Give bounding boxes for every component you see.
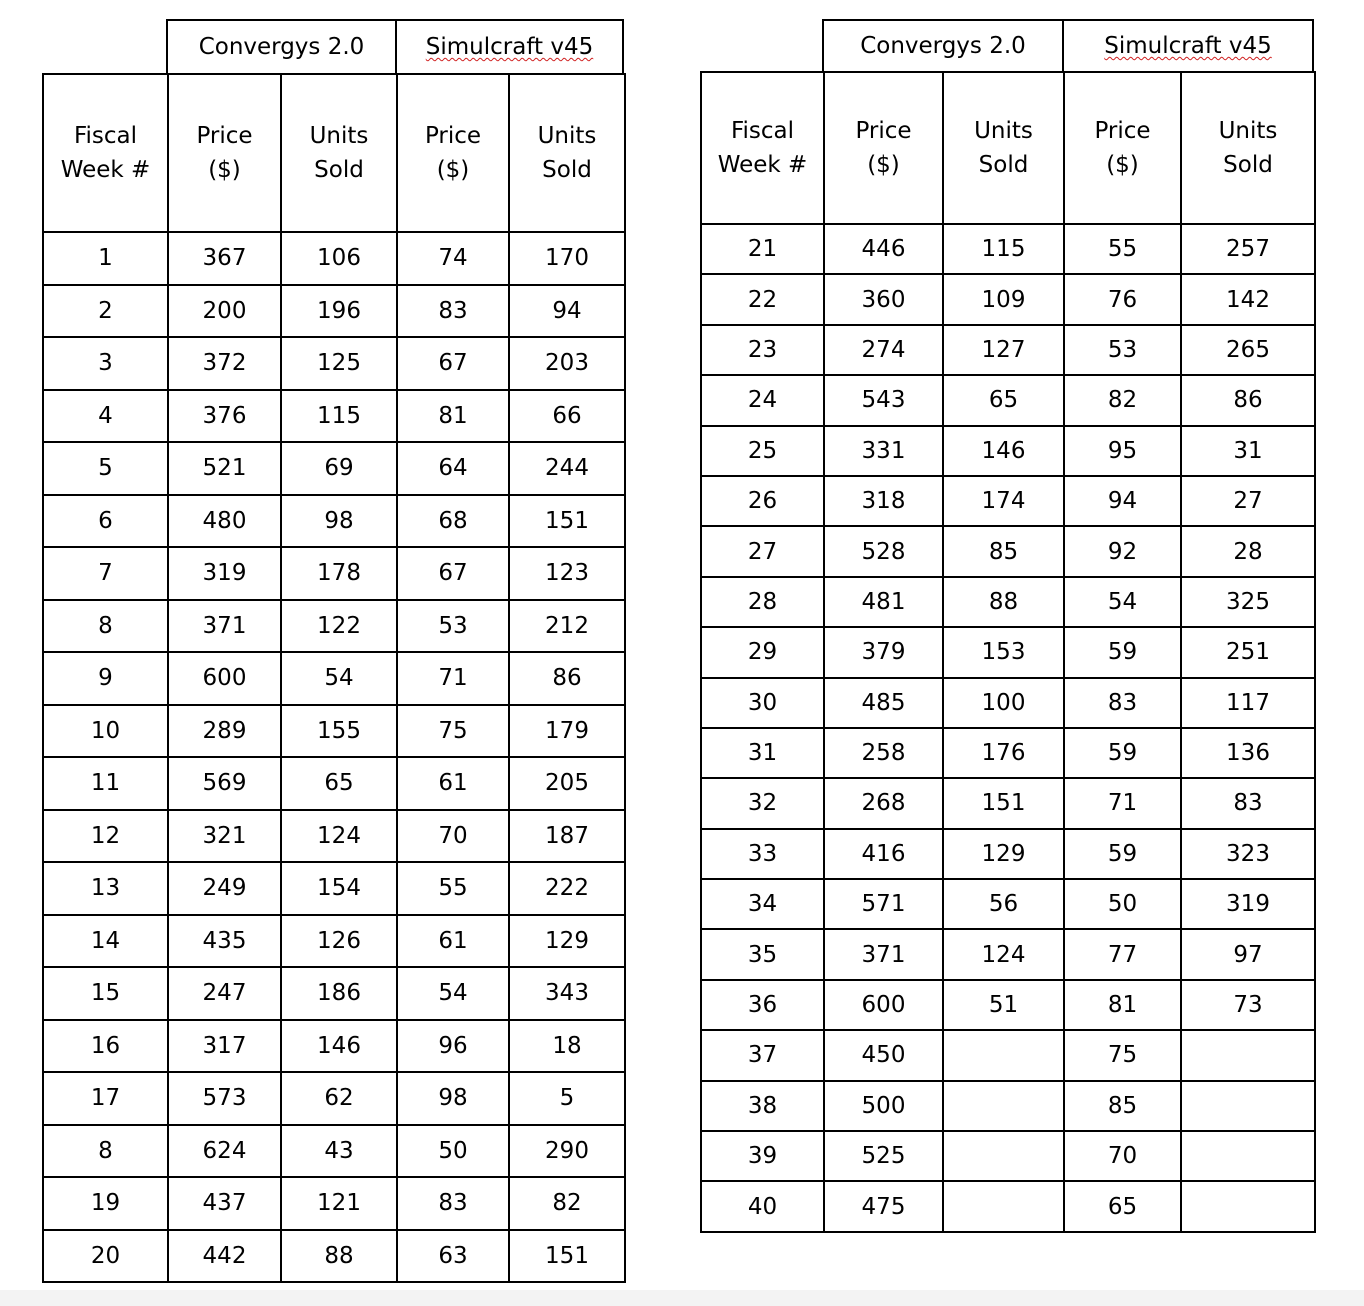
left-cell-simulcraft-price: 55 [397,862,509,915]
left-cell-convergys-units: 155 [281,705,397,758]
left-cell-simulcraft-price: 75 [397,705,509,758]
table-row [43,337,625,390]
right-cell-simulcraft-units [1181,1131,1315,1181]
left-header-simulcraft-price: Price ($) [397,74,509,232]
left-cell-simulcraft-price: 81 [397,390,509,443]
table-row [43,495,625,548]
table-row [701,577,1315,627]
left-cell-fiscal-week: 8 [43,1125,168,1178]
left-cell-convergys-units: 115 [281,390,397,443]
right-cell-convergys-price: 258 [824,728,943,778]
left-cell-fiscal-week: 1 [43,232,168,285]
left-cell-fiscal-week: 5 [43,442,168,495]
right-cell-fiscal-week: 36 [701,980,824,1030]
left-cell-simulcraft-price: 67 [397,337,509,390]
right-cell-fiscal-week: 32 [701,778,824,828]
left-cell-convergys-price: 624 [168,1125,281,1178]
right-cell-convergys-units: 174 [943,476,1064,526]
table-row [43,1125,625,1178]
left-cell-simulcraft-units: 179 [509,705,625,758]
right-cell-convergys-units: 115 [943,224,1064,274]
left-cell-fiscal-week: 16 [43,1020,168,1073]
right-cell-convergys-price: 450 [824,1030,943,1080]
right-cell-simulcraft-units: 28 [1181,526,1315,576]
table-row [43,915,625,968]
table-row [43,967,625,1020]
left-cell-simulcraft-price: 64 [397,442,509,495]
right-cell-simulcraft-price: 53 [1064,325,1181,375]
left-cell-simulcraft-units: 290 [509,1125,625,1178]
left-group-header-convergys: Convergys 2.0 [166,19,397,75]
left-cell-convergys-units: 178 [281,547,397,600]
left-cell-convergys-price: 600 [168,652,281,705]
left-cell-convergys-units: 125 [281,337,397,390]
right-cell-fiscal-week: 26 [701,476,824,526]
table-row [701,325,1315,375]
table-row [701,1081,1315,1131]
table-row [43,1177,625,1230]
right-cell-convergys-price: 274 [824,325,943,375]
table-row [43,600,625,653]
right-cell-fiscal-week: 38 [701,1081,824,1131]
right-header-fiscal-week: Fiscal Week # [701,72,824,224]
left-header-fiscal-week: Fiscal Week # [43,74,168,232]
left-cell-fiscal-week: 8 [43,600,168,653]
left-cell-convergys-price: 247 [168,967,281,1020]
right-cell-simulcraft-price: 59 [1064,829,1181,879]
left-cell-fiscal-week: 20 [43,1230,168,1283]
left-cell-simulcraft-units: 129 [509,915,625,968]
right-cell-simulcraft-price: 85 [1064,1081,1181,1131]
left-cell-simulcraft-units: 244 [509,442,625,495]
right-cell-convergys-price: 379 [824,627,943,677]
right-cell-convergys-units: 151 [943,778,1064,828]
page-bottom-strip [0,1290,1364,1306]
right-cell-convergys-units: 153 [943,627,1064,677]
right-cell-fiscal-week: 33 [701,829,824,879]
right-cell-convergys-units: 127 [943,325,1064,375]
left-cell-simulcraft-price: 54 [397,967,509,1020]
right-cell-fiscal-week: 40 [701,1181,824,1231]
left-cell-convergys-units: 65 [281,757,397,810]
right-cell-simulcraft-price: 92 [1064,526,1181,576]
left-cell-simulcraft-price: 96 [397,1020,509,1073]
right-cell-simulcraft-price: 65 [1064,1181,1181,1231]
right-cell-simulcraft-price: 77 [1064,929,1181,979]
left-cell-convergys-units: 69 [281,442,397,495]
right-cell-convergys-price: 525 [824,1131,943,1181]
right-cell-convergys-price: 600 [824,980,943,1030]
left-cell-fiscal-week: 3 [43,337,168,390]
left-cell-convergys-units: 121 [281,1177,397,1230]
left-cell-convergys-units: 124 [281,810,397,863]
right-cell-simulcraft-price: 59 [1064,627,1181,677]
left-cell-convergys-units: 43 [281,1125,397,1178]
right-cell-simulcraft-units: 325 [1181,577,1315,627]
table-row [701,1181,1315,1231]
left-cell-fiscal-week: 13 [43,862,168,915]
right-cell-convergys-units: 129 [943,829,1064,879]
right-cell-simulcraft-units: 31 [1181,426,1315,476]
table-row [701,980,1315,1030]
right-cell-fiscal-week: 23 [701,325,824,375]
right-cell-fiscal-week: 34 [701,879,824,929]
right-column-header-row [701,72,1315,224]
right-cell-simulcraft-price: 76 [1064,274,1181,324]
left-cell-simulcraft-units: 151 [509,1230,625,1283]
left-cell-fiscal-week: 14 [43,915,168,968]
right-cell-simulcraft-units: 265 [1181,325,1315,375]
right-cell-convergys-units: 109 [943,274,1064,324]
table-row [43,232,625,285]
right-cell-convergys-price: 360 [824,274,943,324]
right-cell-convergys-price: 500 [824,1081,943,1131]
left-cell-fiscal-week: 9 [43,652,168,705]
right-cell-convergys-units: 124 [943,929,1064,979]
table-row [701,829,1315,879]
right-cell-simulcraft-price: 75 [1064,1030,1181,1080]
right-header-simulcraft-price: Price ($) [1064,72,1181,224]
right-cell-simulcraft-units: 97 [1181,929,1315,979]
right-cell-convergys-units: 100 [943,678,1064,728]
right-cell-simulcraft-units: 323 [1181,829,1315,879]
right-cell-simulcraft-units: 86 [1181,375,1315,425]
table-row [43,705,625,758]
right-cell-convergys-units: 88 [943,577,1064,627]
right-cell-simulcraft-units: 142 [1181,274,1315,324]
left-cell-convergys-price: 521 [168,442,281,495]
left-cell-simulcraft-price: 61 [397,915,509,968]
right-cell-convergys-units: 176 [943,728,1064,778]
right-cell-simulcraft-price: 70 [1064,1131,1181,1181]
left-cell-simulcraft-price: 53 [397,600,509,653]
right-cell-fiscal-week: 29 [701,627,824,677]
left-cell-simulcraft-units: 86 [509,652,625,705]
table-row [701,678,1315,728]
left-cell-convergys-price: 437 [168,1177,281,1230]
right-cell-convergys-units [943,1181,1064,1231]
table-row [701,274,1315,324]
left-cell-convergys-price: 249 [168,862,281,915]
left-cell-simulcraft-units: 222 [509,862,625,915]
table-row [43,1020,625,1073]
left-cell-fiscal-week: 11 [43,757,168,810]
left-cell-convergys-price: 321 [168,810,281,863]
left-cell-simulcraft-units: 212 [509,600,625,653]
right-cell-fiscal-week: 39 [701,1131,824,1181]
left-cell-simulcraft-price: 61 [397,757,509,810]
left-cell-simulcraft-units: 187 [509,810,625,863]
left-cell-fiscal-week: 6 [43,495,168,548]
right-cell-convergys-price: 446 [824,224,943,274]
left-cell-fiscal-week: 4 [43,390,168,443]
left-cell-simulcraft-units: 170 [509,232,625,285]
left-cell-simulcraft-units: 203 [509,337,625,390]
table-row [701,1030,1315,1080]
left-cell-fiscal-week: 17 [43,1072,168,1125]
table-row [701,1131,1315,1181]
right-cell-simulcraft-units: 73 [1181,980,1315,1030]
left-cell-convergys-units: 54 [281,652,397,705]
right-cell-fiscal-week: 31 [701,728,824,778]
left-cell-convergys-units: 126 [281,915,397,968]
left-table-grid [42,73,626,1283]
right-cell-convergys-price: 318 [824,476,943,526]
left-cell-convergys-units: 106 [281,232,397,285]
left-cell-convergys-price: 442 [168,1230,281,1283]
right-header-convergys-units: Units Sold [943,72,1064,224]
left-cell-simulcraft-units: 66 [509,390,625,443]
left-cell-convergys-price: 573 [168,1072,281,1125]
left-cell-simulcraft-units: 94 [509,285,625,338]
right-cell-fiscal-week: 25 [701,426,824,476]
right-cell-convergys-units [943,1081,1064,1131]
left-header-convergys-price: Price ($) [168,74,281,232]
left-cell-convergys-price: 371 [168,600,281,653]
right-cell-fiscal-week: 28 [701,577,824,627]
right-header-simulcraft-units: Units Sold [1181,72,1315,224]
left-cell-simulcraft-price: 83 [397,285,509,338]
table-row [701,728,1315,778]
right-table-grid [700,71,1316,1233]
left-cell-convergys-price: 200 [168,285,281,338]
right-cell-fiscal-week: 21 [701,224,824,274]
table-row [701,627,1315,677]
table-row [43,285,625,338]
left-group-header-simulcraft: Simulcraft v45 [395,19,624,75]
table-row [43,547,625,600]
left-cell-fiscal-week: 2 [43,285,168,338]
right-cell-simulcraft-price: 83 [1064,678,1181,728]
table-row [701,778,1315,828]
left-cell-simulcraft-price: 70 [397,810,509,863]
left-table-body [43,232,625,1282]
left-cell-fiscal-week: 19 [43,1177,168,1230]
right-cell-fiscal-week: 27 [701,526,824,576]
right-cell-simulcraft-units [1181,1030,1315,1080]
left-cell-fiscal-week: 7 [43,547,168,600]
table-row [43,810,625,863]
left-cell-fiscal-week: 12 [43,810,168,863]
right-cell-simulcraft-units [1181,1081,1315,1131]
left-cell-simulcraft-units: 82 [509,1177,625,1230]
right-cell-convergys-price: 543 [824,375,943,425]
right-group-header-row [822,19,1312,73]
left-cell-convergys-price: 480 [168,495,281,548]
left-column-header-row [43,74,625,232]
right-table-body [701,224,1315,1232]
left-cell-simulcraft-price: 83 [397,1177,509,1230]
table-row [701,526,1315,576]
left-cell-convergys-units: 98 [281,495,397,548]
right-cell-simulcraft-units: 319 [1181,879,1315,929]
right-cell-convergys-price: 481 [824,577,943,627]
left-cell-simulcraft-units: 205 [509,757,625,810]
right-cell-convergys-price: 371 [824,929,943,979]
left-cell-simulcraft-units: 123 [509,547,625,600]
table-row [701,929,1315,979]
right-cell-simulcraft-units [1181,1181,1315,1231]
left-cell-convergys-units: 146 [281,1020,397,1073]
right-cell-convergys-units: 56 [943,879,1064,929]
left-header-simulcraft-units: Units Sold [509,74,625,232]
left-group-header-row [166,19,622,73]
left-cell-simulcraft-price: 63 [397,1230,509,1283]
right-cell-convergys-units [943,1131,1064,1181]
right-cell-simulcraft-price: 82 [1064,375,1181,425]
right-cell-convergys-price: 485 [824,678,943,728]
right-cell-fiscal-week: 24 [701,375,824,425]
table-row [43,862,625,915]
left-cell-convergys-price: 289 [168,705,281,758]
right-cell-simulcraft-price: 50 [1064,879,1181,929]
left-cell-simulcraft-units: 151 [509,495,625,548]
table-row [701,879,1315,929]
left-cell-simulcraft-price: 98 [397,1072,509,1125]
left-cell-convergys-price: 319 [168,547,281,600]
right-cell-simulcraft-price: 81 [1064,980,1181,1030]
right-cell-convergys-units: 146 [943,426,1064,476]
table-row [701,476,1315,526]
right-cell-fiscal-week: 37 [701,1030,824,1080]
left-cell-convergys-units: 154 [281,862,397,915]
right-cell-convergys-price: 571 [824,879,943,929]
left-cell-convergys-units: 196 [281,285,397,338]
left-cell-simulcraft-units: 5 [509,1072,625,1125]
right-cell-convergys-price: 331 [824,426,943,476]
right-cell-fiscal-week: 30 [701,678,824,728]
right-cell-convergys-units: 51 [943,980,1064,1030]
table-row [43,390,625,443]
left-cell-convergys-units: 186 [281,967,397,1020]
right-cell-convergys-price: 475 [824,1181,943,1231]
table-row [701,375,1315,425]
left-cell-convergys-units: 122 [281,600,397,653]
right-group-header-convergys: Convergys 2.0 [822,19,1064,73]
left-cell-simulcraft-price: 68 [397,495,509,548]
left-cell-simulcraft-price: 74 [397,232,509,285]
left-cell-fiscal-week: 15 [43,967,168,1020]
table-row [701,426,1315,476]
right-cell-convergys-units: 65 [943,375,1064,425]
table-row [43,757,625,810]
right-cell-fiscal-week: 35 [701,929,824,979]
left-cell-convergys-price: 569 [168,757,281,810]
table-row [43,652,625,705]
left-cell-convergys-price: 367 [168,232,281,285]
right-cell-simulcraft-units: 136 [1181,728,1315,778]
right-cell-convergys-price: 528 [824,526,943,576]
left-header-convergys-units: Units Sold [281,74,397,232]
left-cell-fiscal-week: 10 [43,705,168,758]
right-cell-simulcraft-price: 59 [1064,728,1181,778]
right-cell-simulcraft-price: 55 [1064,224,1181,274]
left-cell-convergys-units: 62 [281,1072,397,1125]
right-cell-simulcraft-units: 117 [1181,678,1315,728]
left-cell-simulcraft-price: 67 [397,547,509,600]
left-cell-convergys-price: 376 [168,390,281,443]
table-row [43,442,625,495]
left-cell-simulcraft-price: 71 [397,652,509,705]
right-cell-simulcraft-price: 94 [1064,476,1181,526]
right-cell-simulcraft-price: 71 [1064,778,1181,828]
left-cell-convergys-units: 88 [281,1230,397,1283]
right-cell-simulcraft-units: 83 [1181,778,1315,828]
left-cell-simulcraft-units: 343 [509,967,625,1020]
table-row [43,1230,625,1283]
right-cell-convergys-units [943,1030,1064,1080]
right-cell-simulcraft-price: 54 [1064,577,1181,627]
left-cell-convergys-price: 372 [168,337,281,390]
right-cell-convergys-price: 416 [824,829,943,879]
left-cell-convergys-price: 317 [168,1020,281,1073]
right-group-header-simulcraft: Simulcraft v45 [1062,19,1314,73]
table-row [43,1072,625,1125]
table-row [701,224,1315,274]
left-cell-simulcraft-units: 18 [509,1020,625,1073]
right-cell-simulcraft-units: 27 [1181,476,1315,526]
right-cell-fiscal-week: 22 [701,274,824,324]
right-cell-simulcraft-units: 251 [1181,627,1315,677]
right-cell-convergys-price: 268 [824,778,943,828]
left-cell-simulcraft-price: 50 [397,1125,509,1178]
right-header-convergys-price: Price ($) [824,72,943,224]
left-cell-convergys-price: 435 [168,915,281,968]
right-cell-convergys-units: 85 [943,526,1064,576]
right-cell-simulcraft-price: 95 [1064,426,1181,476]
right-cell-simulcraft-units: 257 [1181,224,1315,274]
